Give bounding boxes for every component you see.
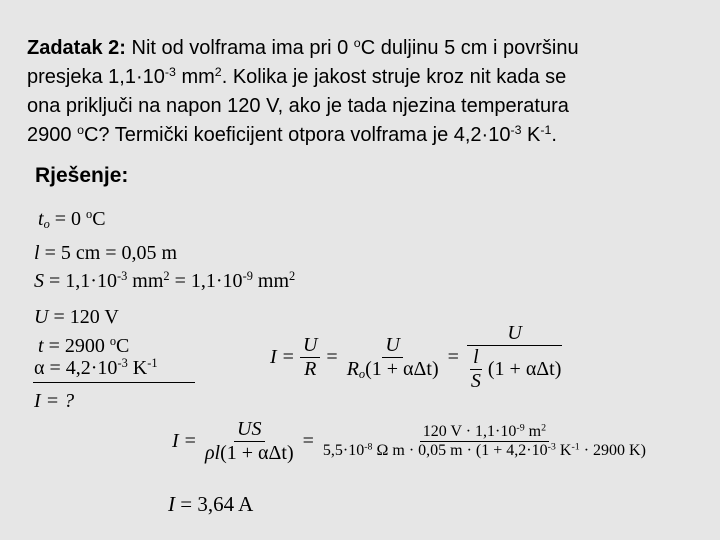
given-alpha: $\alpha = 4,2\cdot 10^{-3}$ $K^{-1}$	[34, 356, 158, 379]
given-length: l = 5 cm = 0,05 m	[34, 242, 178, 264]
fraction-U-over-R: $\frac{U}{R}$	[300, 334, 320, 381]
exponent: -3	[510, 123, 522, 138]
problem-text: .	[551, 124, 557, 146]
fraction-symbolic: $\frac{US}{\text{ρl(1 + αΔt)}}$	[204, 418, 294, 464]
problem-text: K	[521, 124, 541, 146]
problem-text: mm	[175, 66, 215, 88]
problem-text: C duljinu 5 cm i površinu	[360, 37, 579, 59]
degree-sup: o	[77, 123, 84, 138]
given-t0: $t_o = 0$ $^o$C	[38, 207, 106, 232]
problem-line-3: ona priključi na napon 120 V, ako je tada njezina temperatura	[27, 95, 569, 117]
problem-statement	[27, 34, 579, 150]
given-voltage: U = 120 V	[34, 306, 119, 328]
problem-text: 2900	[27, 124, 78, 146]
problem-text: . Kolika je jakost struje kroz nit kada se	[221, 66, 567, 88]
exponent: -1	[540, 123, 552, 138]
problem-line-1	[27, 34, 579, 63]
result: I = 3,64 A	[168, 492, 254, 516]
formula-symbol: I	[270, 346, 277, 368]
equals-sign: =	[326, 346, 338, 368]
equals-sign: =	[302, 430, 314, 452]
formula-current	[172, 418, 649, 465]
given-divider	[33, 382, 195, 383]
solution-heading: Rješenje:	[35, 164, 129, 187]
formula-symbol: I	[172, 430, 179, 452]
given-area: $S = 1,1\cdot 10^{-3}$ $mm^2 = 1,1\cdot 10^{-9}$ $mm^2$	[34, 269, 296, 292]
problem-text: Nit od volframa ima pri 0	[125, 37, 354, 59]
problem-text: presjeka 1,1·10	[27, 66, 165, 88]
fraction-numeric: $\frac{120 V \cdot 1,1\cdot 10^{-9} m^2}{5,5\cdot 10^{-8} \Omega m \cdot 0,05 m \cdot (1 + 4,2\cdot 10^{-3} K^{-1} \cdot 2900 K)}$	[322, 422, 646, 459]
equals-sign: =	[447, 346, 459, 368]
fraction-U-over-Ro: $\frac{U}{R_o(1 + \alpha\Delta t)}$	[346, 334, 439, 382]
equals-sign: =	[282, 346, 294, 368]
exponent: -3	[164, 65, 176, 80]
given-unknown: I = ?	[34, 390, 75, 412]
problem-line-2	[27, 63, 579, 92]
problem-line-4	[27, 121, 579, 150]
fraction-l-over-S: $\frac{l}{S}$	[470, 346, 481, 392]
problem-text: C? Termički koeficijent otpora volframa je 4,2·10	[83, 124, 511, 146]
given-temperature: t = 2900 $^o$C	[38, 334, 130, 357]
exponent: 2	[214, 65, 222, 80]
degree-sup: o	[353, 36, 361, 51]
formula-ohm	[270, 322, 564, 393]
problem-label: Zadatak 2:	[27, 37, 126, 59]
equals-sign: =	[184, 430, 196, 452]
fraction-U-over-rho-l-S: U $\frac{l}{S}$ (1 + αΔt)	[465, 322, 565, 393]
